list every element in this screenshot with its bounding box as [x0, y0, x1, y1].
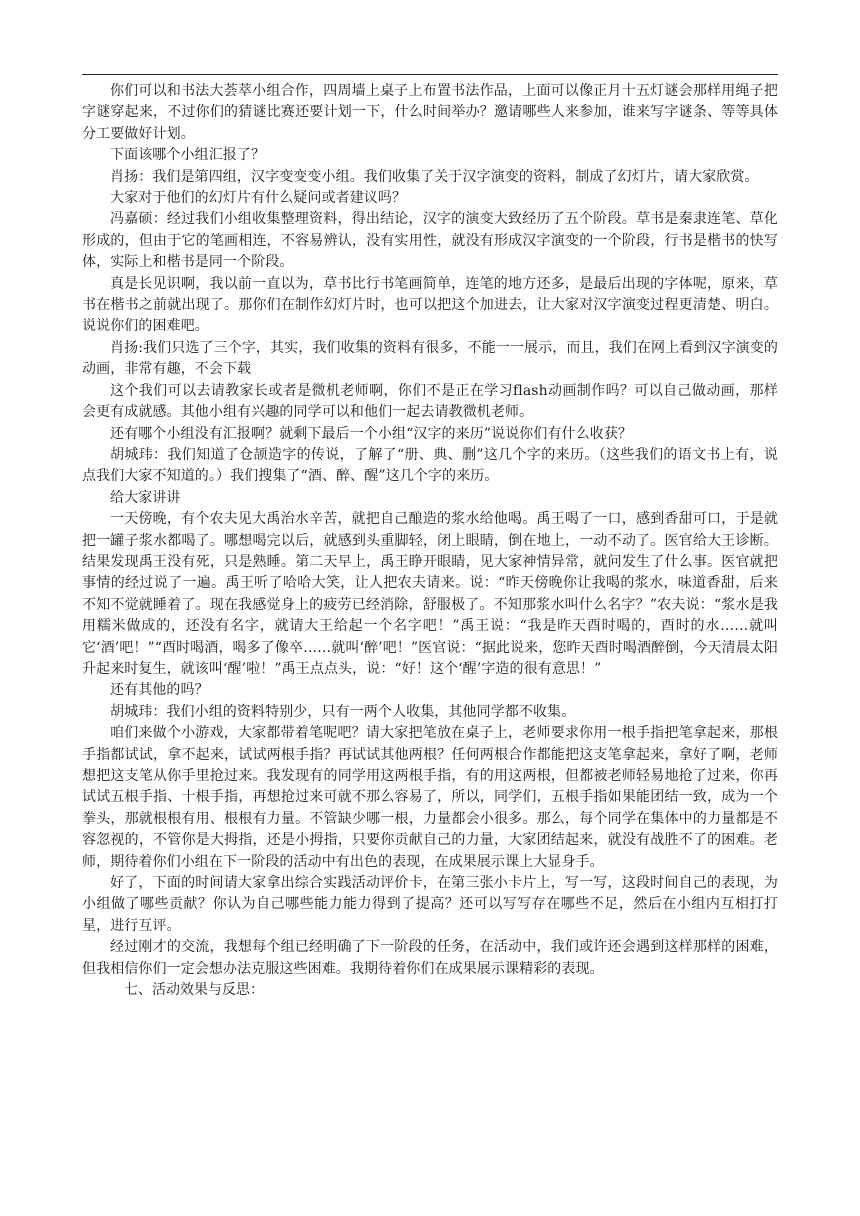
paragraph: 下面该哪个小组汇报了？ — [110, 147, 266, 164]
paragraph: 肖扬:我们只选了三个字，其实，我们收集的资料有很多，不能一一展示，而且，我们在网上看到汉字演变的动画，非常有趣，不会下载 — [82, 339, 778, 378]
paragraph: 还有其他的吗？ — [110, 682, 209, 699]
header-rule — [82, 74, 778, 75]
paragraph: 一天傍晚，有个农夫见大禹治水辛苦，就把自己酿造的浆水给他喝。禹王喝了一口，感到香甜可口，于是就把一罐子浆水都喝了。哪想喝完以后，就感到头重脚轻，闭上眼睛，倒在地上，一动不动了。医官给大王诊断。结果发现禹王没有死，只是熟睡。第二天早上，禹王睁开眼睛，见大家神情异常，就问发生了什么事。医官就把事情的经过说了一遍。禹王听了哈哈大笑，让人把农夫请来。说：“昨天傍晚你让我喝的浆水，味道香甜，后来不知不觉就睡着了。现在我感觉身上的疲劳已经消除，舒服极了。不知那浆水叫什么名字？”农夫说：“浆水是我用糯米做成的，还没有名字，就请大王给起一个名字吧！”禹王说：“我是昨天酉时喝的，酉时的水……就叫它‘酒’吧！”“酉时喝酒，喝多了像卒……就叫‘醉’吧！”医官说：“据此说来，您昨天酉时喝酒醉倒，今天清晨太阳升起来时复生，就该叫‘醒’啦！”禹王点点头，说：“好！这个‘醒’字造的很有意思！” — [82, 511, 778, 677]
paragraph: 胡城玮：我们小组的资料特别少，只有一两个人收集，其他同学都不收集。 — [110, 703, 576, 720]
document-body — [82, 81, 778, 1001]
paragraph: 大家对于他们的幻灯片有什么疑问或者建议吗？ — [110, 190, 407, 207]
paragraph: 还有哪个小组没有汇报啊？就剩下最后一个小组“汉字的来历”说说你们有什么收获？ — [110, 425, 633, 442]
paragraph: 你们可以和书法大荟萃小组合作，四周墙上桌子上布置书法作品，上面可以像正月十五灯谜会那样用绳子把字谜穿起来，不过你们的猜谜比赛还要计划一下，什么时间举办？邀请哪些人来参加，谁来写字谜条、等等具体分工要做好计划。 — [82, 83, 778, 142]
paragraph: 这个我们可以去请教家长或者是微机老师啊，你们不是正在学习flash动画制作吗？可以自己做动画，那样会更有成就感。其他小组有兴趣的同学可以和他们一起去请教微机老师。 — [82, 382, 778, 421]
paragraph: 经过刚才的交流，我想每个组已经明确了下一阶段的任务，在活动中，我们或许还会遇到这样那样的困难，但我相信你们一定会想办法克服这些困难。我期待着你们在成果展示课精彩的表现。 — [82, 939, 778, 977]
paragraph: 胡城玮：我们知道了仓颉造字的传说，了解了“册、典、删”这几个字的来历。（这些我们的语文书上有，说点我们大家不知道的。）我们搜集了“酒、醉、醒”这几个字的来历。 — [82, 446, 778, 485]
section-heading: 七、活动效果与反思： — [124, 982, 264, 999]
paragraph: 冯嘉硕：经过我们小组收集整理资料，得出结论，汉字的演变大致经历了五个阶段。草书是秦隶连笔、草化形成的，但由于它的笔画相连，不容易辨认，没有实用性，就没有形成汉字演变的一个阶段，行书是楷书的快写体，实际上和楷书是同一个阶段。 — [82, 211, 778, 271]
paragraph: 肖扬：我们是第四组，汉字变变变小组。我们收集了关于汉字演变的资料，制成了幻灯片，请大家欣赏。 — [110, 168, 759, 185]
paragraph: 给大家讲讲 — [110, 489, 181, 506]
paragraph: 好了，下面的时间请大家拿出综合实践活动评价卡，在第三张小卡片上，写一写，这段时间自己的表现，为小组做了哪些贡献？你认为自己哪些能力能力得到了提高？还可以写写存在哪些不足，然后在小组内互相打打星，进行互评。 — [82, 875, 778, 934]
paragraph: 咱们来做个小游戏，大家都带着笔呢吧？请大家把笔放在桌子上，老师要求你用一根手指把笔拿起来，那根手指都试试，拿不起来，试试两根手指？再试试其他两根？任何两根合作都能把这支笔拿起来，拿好了啊，老师想把这支笔从你手里抢过来。我发现有的同学用这两根手指，有的用这两根，但都被老师轻易地抢了过来，你再试试五根手指、十根手指，再想抢过来可就不那么容易了，所以，同学们，五根手指如果能团结一致，成为一个拳头，那就根根有用、根根有力量。不管缺少哪一根，力量都会小很多。那么，每个同学在集体中的力量都是不容忽视的，不管你是大拇指，还是小拇指，只要你贡献自己的力量，大家团结起来，就没有战胜不了的困难。老师，期待着你们小组在下一阶段的活动中有出色的表现，在成果展示课上大显身手。 — [82, 725, 778, 870]
paragraph: 真是长见识啊，我以前一直以为，草书比行书笔画简单，连笔的地方还多，是最后出现的字体呢，原来，草书在楷书之前就出现了。那你们在制作幻灯片时，也可以把这个加进去，让大家对汉字演变过程更清楚、明白。说说你们的困难吧。 — [82, 275, 778, 335]
